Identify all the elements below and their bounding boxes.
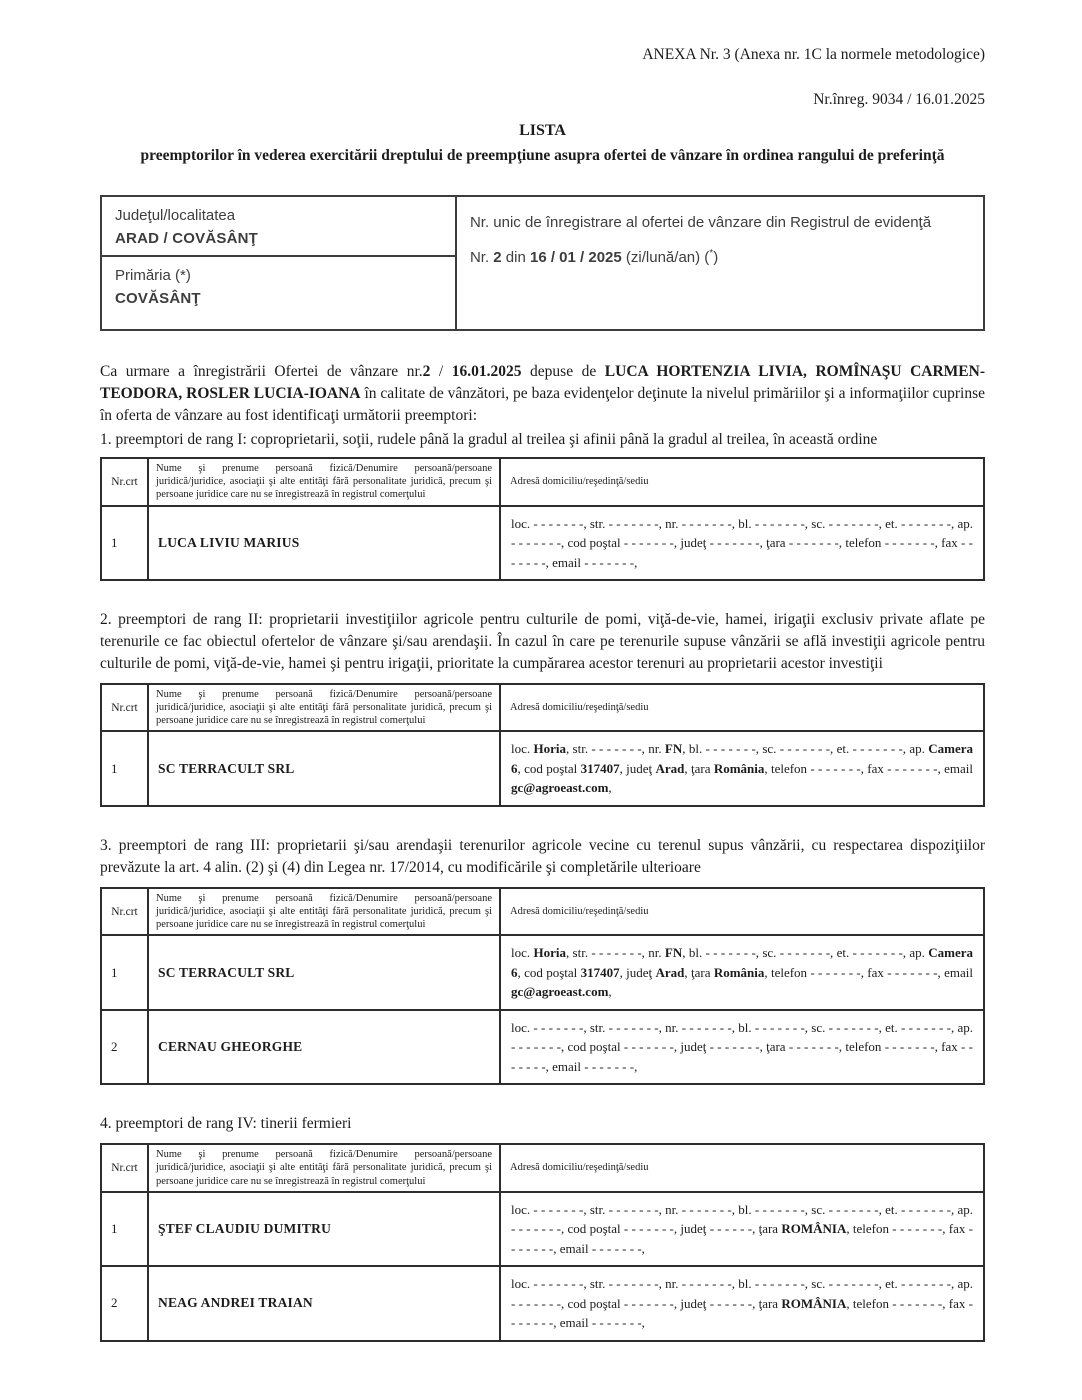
registration-info-table — [100, 195, 985, 331]
table-header-row — [101, 458, 984, 505]
preemptor-table — [100, 457, 985, 581]
table-header-row — [101, 888, 984, 935]
info-table-row-county — [101, 196, 984, 256]
preemptor-table — [100, 1143, 985, 1341]
registration-entry-line: Nr. 2 din 16 / 01 / 2025 (zi/lună/an) (*) — [469, 247, 719, 266]
column-header-name: Nume şi prenume persoană fizică/Denumire persoană/persoane juridică/juridice, asociaţii şi alte entităţi fără personalitate juridică, precum şi persoane juridice care nu se înregistrează în registrul comerţului — [148, 458, 500, 505]
address-cell: loc. - - - - - - -, str. - - - - - - -, nr. - - - - - - -, bl. - - - - - - -, sc. - - - - - - -, et. - - - - - - -, ap. - - - - - - -, cod poştal - - - - - - -, judeţ - - - - - -, ţara ROMÂNIA, telefon - - - - - - -, fax - - - - - - -, email - - - - - - -, — [500, 1192, 984, 1267]
column-header-address: Adresă domiciliu/reşedinţă/sediu — [500, 458, 984, 505]
column-header-name: Nume şi prenume persoană fizică/Denumire persoană/persoane juridică/juridice, asociaţii şi alte entităţi fără personalitate juridică, precum şi persoane juridice care nu se înregistrează în registrul comerţului — [148, 888, 500, 935]
table-row — [101, 1192, 984, 1267]
table-row — [101, 506, 984, 581]
county-cell — [101, 196, 456, 256]
column-header-address: Adresă domiciliu/reşedinţă/sediu — [500, 888, 984, 935]
cityhall-cell — [101, 256, 456, 330]
column-header-name: Nume şi prenume persoană fizică/Denumire persoană/persoane juridică/juridice, asociaţii şi alte entităţi fără personalitate juridică, precum şi persoane juridice care nu se înregistrează în registrul comerţului — [148, 684, 500, 731]
rank-heading: 2. preemptori de rang II: proprietarii investiţiilor agricole pentru culturile de pomi, viţă-de-vie, hamei, irigaţii exclusiv private aflate pe terenurile ce fac obiectul ofertelor de vânzare şi/sau arendaşii. În cazul în care pe terenurile supuse vânzării se află investiţii agricole pentru culturile de pomi, viţă-de-vie, hamei şi pentru irigaţii, prioritate la cumpărarea acestor terenuri au proprietarii acestor investiţii — [100, 611, 985, 672]
preemptor-name-cell: SC TERRACULT SRL — [148, 731, 500, 806]
preemptor-name-cell: LUCA LIVIU MARIUS — [148, 506, 500, 581]
preemptor-name-cell: ŞTEF CLAUDIU DUMITRU — [148, 1192, 500, 1267]
address-cell: loc. - - - - - - -, str. - - - - - - -, nr. - - - - - - -, bl. - - - - - - -, sc. - - - - - - -, et. - - - - - - -, ap. - - - - - - -, cod poştal - - - - - - -, judeţ - - - - - - -, ţara - - - - - - -, telefon - - - - - - -, fax - - - - - - -, email - - - - - - -, — [500, 506, 984, 581]
address-cell: loc. - - - - - - -, str. - - - - - - -, nr. - - - - - - -, bl. - - - - - - -, sc. - - - - - - -, et. - - - - - - -, ap. - - - - - - -, cod poştal - - - - - - -, judeţ - - - - - - -, ţara - - - - - - -, telefon - - - - - - -, fax - - - - - - -, email - - - - - - -, — [500, 1010, 984, 1085]
row-number-cell: 1 — [101, 1192, 148, 1267]
rank-section — [100, 429, 985, 581]
column-header-address: Adresă domiciliu/reşedinţă/sediu — [500, 684, 984, 731]
row-number-cell: 1 — [101, 935, 148, 1010]
column-header-address: Adresă domiciliu/reşedinţă/sediu — [500, 1144, 984, 1191]
annex-reference: ANEXA Nr. 3 (Anexa nr. 1C la normele metodologice) — [642, 46, 985, 63]
table-row — [101, 731, 984, 806]
table-header-row — [101, 1144, 984, 1191]
unique-registration-cell — [456, 196, 984, 330]
registration-number-line: Nr.înreg. 9034 / 16.01.2025 — [813, 91, 985, 108]
table-row — [101, 1266, 984, 1341]
table-header-row — [101, 684, 984, 731]
column-header-nr: Nr.crt — [101, 458, 148, 505]
rank-heading: 1. preemptori de rang I: coproprietarii, soţii, rudele până la gradul al treilea şi afinii până la gradul al treilea, în această ordine — [100, 431, 878, 449]
column-header-nr: Nr.crt — [101, 888, 148, 935]
rank-heading: 3. preemptori de rang III: proprietarii şi/sau arendaşii terenurilor agricole vecine cu terenul supus vânzării, cu respectarea dispoziţiilor prevăzute la art. 4 alin. (2) şi (4) din Legea nr. 17/2014, cu modificările şi completările ulterioare — [100, 836, 985, 876]
row-number-cell: 1 — [101, 731, 148, 806]
rank-section — [100, 835, 985, 1085]
row-number-cell: 2 — [101, 1266, 148, 1341]
cityhall-value: COVĂSÂNŢ — [115, 290, 201, 308]
preemptor-table — [100, 887, 985, 1085]
county-label: Judeţul/localitatea — [115, 207, 236, 225]
rank-heading: 4. preemptori de rang IV: tinerii fermieri — [100, 1115, 352, 1133]
county-value: ARAD / COVĂSÂNŢ — [115, 230, 259, 248]
intro-paragraph: Ca urmare a înregistrării Ofertei de vânzare nr.2 / 16.01.2025 depuse de LUCA HORTENZIA LIVIA, ROMÎNAŞU CARMEN-TEODORA, ROSLER LUCIA-IOANA în calitate de vânzători, pe baza evidenţelor deţinute la nivelul primăriilor şi a informaţiilor cuprinse în oferta de vânzare au fost identificaţi următorii preemptori: — [100, 363, 985, 425]
table-row — [101, 935, 984, 1010]
row-number-cell: 2 — [101, 1010, 148, 1085]
column-header-name: Nume şi prenume persoană fizică/Denumire persoană/persoane juridică/juridice, asociaţii şi alte entităţi fără personalitate juridică, precum şi persoane juridice care nu se înregistrează în registrul comerţului — [148, 1144, 500, 1191]
rank-section — [100, 1113, 985, 1341]
cityhall-label: Primăria (*) — [115, 267, 191, 285]
column-header-nr: Nr.crt — [101, 684, 148, 731]
preemptor-name-cell: NEAG ANDREI TRAIAN — [148, 1266, 500, 1341]
column-header-nr: Nr.crt — [101, 1144, 148, 1191]
rank-section — [100, 609, 985, 807]
address-cell: loc. Horia, str. - - - - - - -, nr. FN, bl. - - - - - - -, sc. - - - - - - -, et. - - - - - - -, ap. Camera 6, cod poştal 317407, judeţ Arad, ţara România, telefon - - - - - - -, fax - - - - - - -, email gc@agroeast.com, — [500, 935, 984, 1010]
document-title: LISTA — [519, 122, 566, 139]
unique-registration-text: Nr. unic de înregistrare al ofertei de vânzare din Registrul de evidenţă — [469, 214, 932, 232]
table-row — [101, 1010, 984, 1085]
row-number-cell: 1 — [101, 506, 148, 581]
address-cell: loc. Horia, str. - - - - - - -, nr. FN, bl. - - - - - - -, sc. - - - - - - -, et. - - - - - - -, ap. Camera 6, cod poştal 317407, judeţ Arad, ţara România, telefon - - - - - - -, fax - - - - - - -, email gc@agroeast.com, — [500, 731, 984, 806]
preemptor-name-cell: SC TERRACULT SRL — [148, 935, 500, 1010]
rank-sections — [100, 429, 985, 1342]
address-cell: loc. - - - - - - -, str. - - - - - - -, nr. - - - - - - -, bl. - - - - - - -, sc. - - - - - - -, et. - - - - - - -, ap. - - - - - - -, cod poştal - - - - - - -, judeţ - - - - - -, ţara ROMÂNIA, telefon - - - - - - -, fax - - - - - - -, email - - - - - - -, — [500, 1266, 984, 1341]
preemptor-table — [100, 683, 985, 807]
preemptor-name-cell: CERNAU GHEORGHE — [148, 1010, 500, 1085]
document-subtitle: preemptorilor în vederea exercitării dreptului de preempţiune asupra ofertei de vânzare în ordinea rangului de preferinţă — [140, 147, 945, 164]
